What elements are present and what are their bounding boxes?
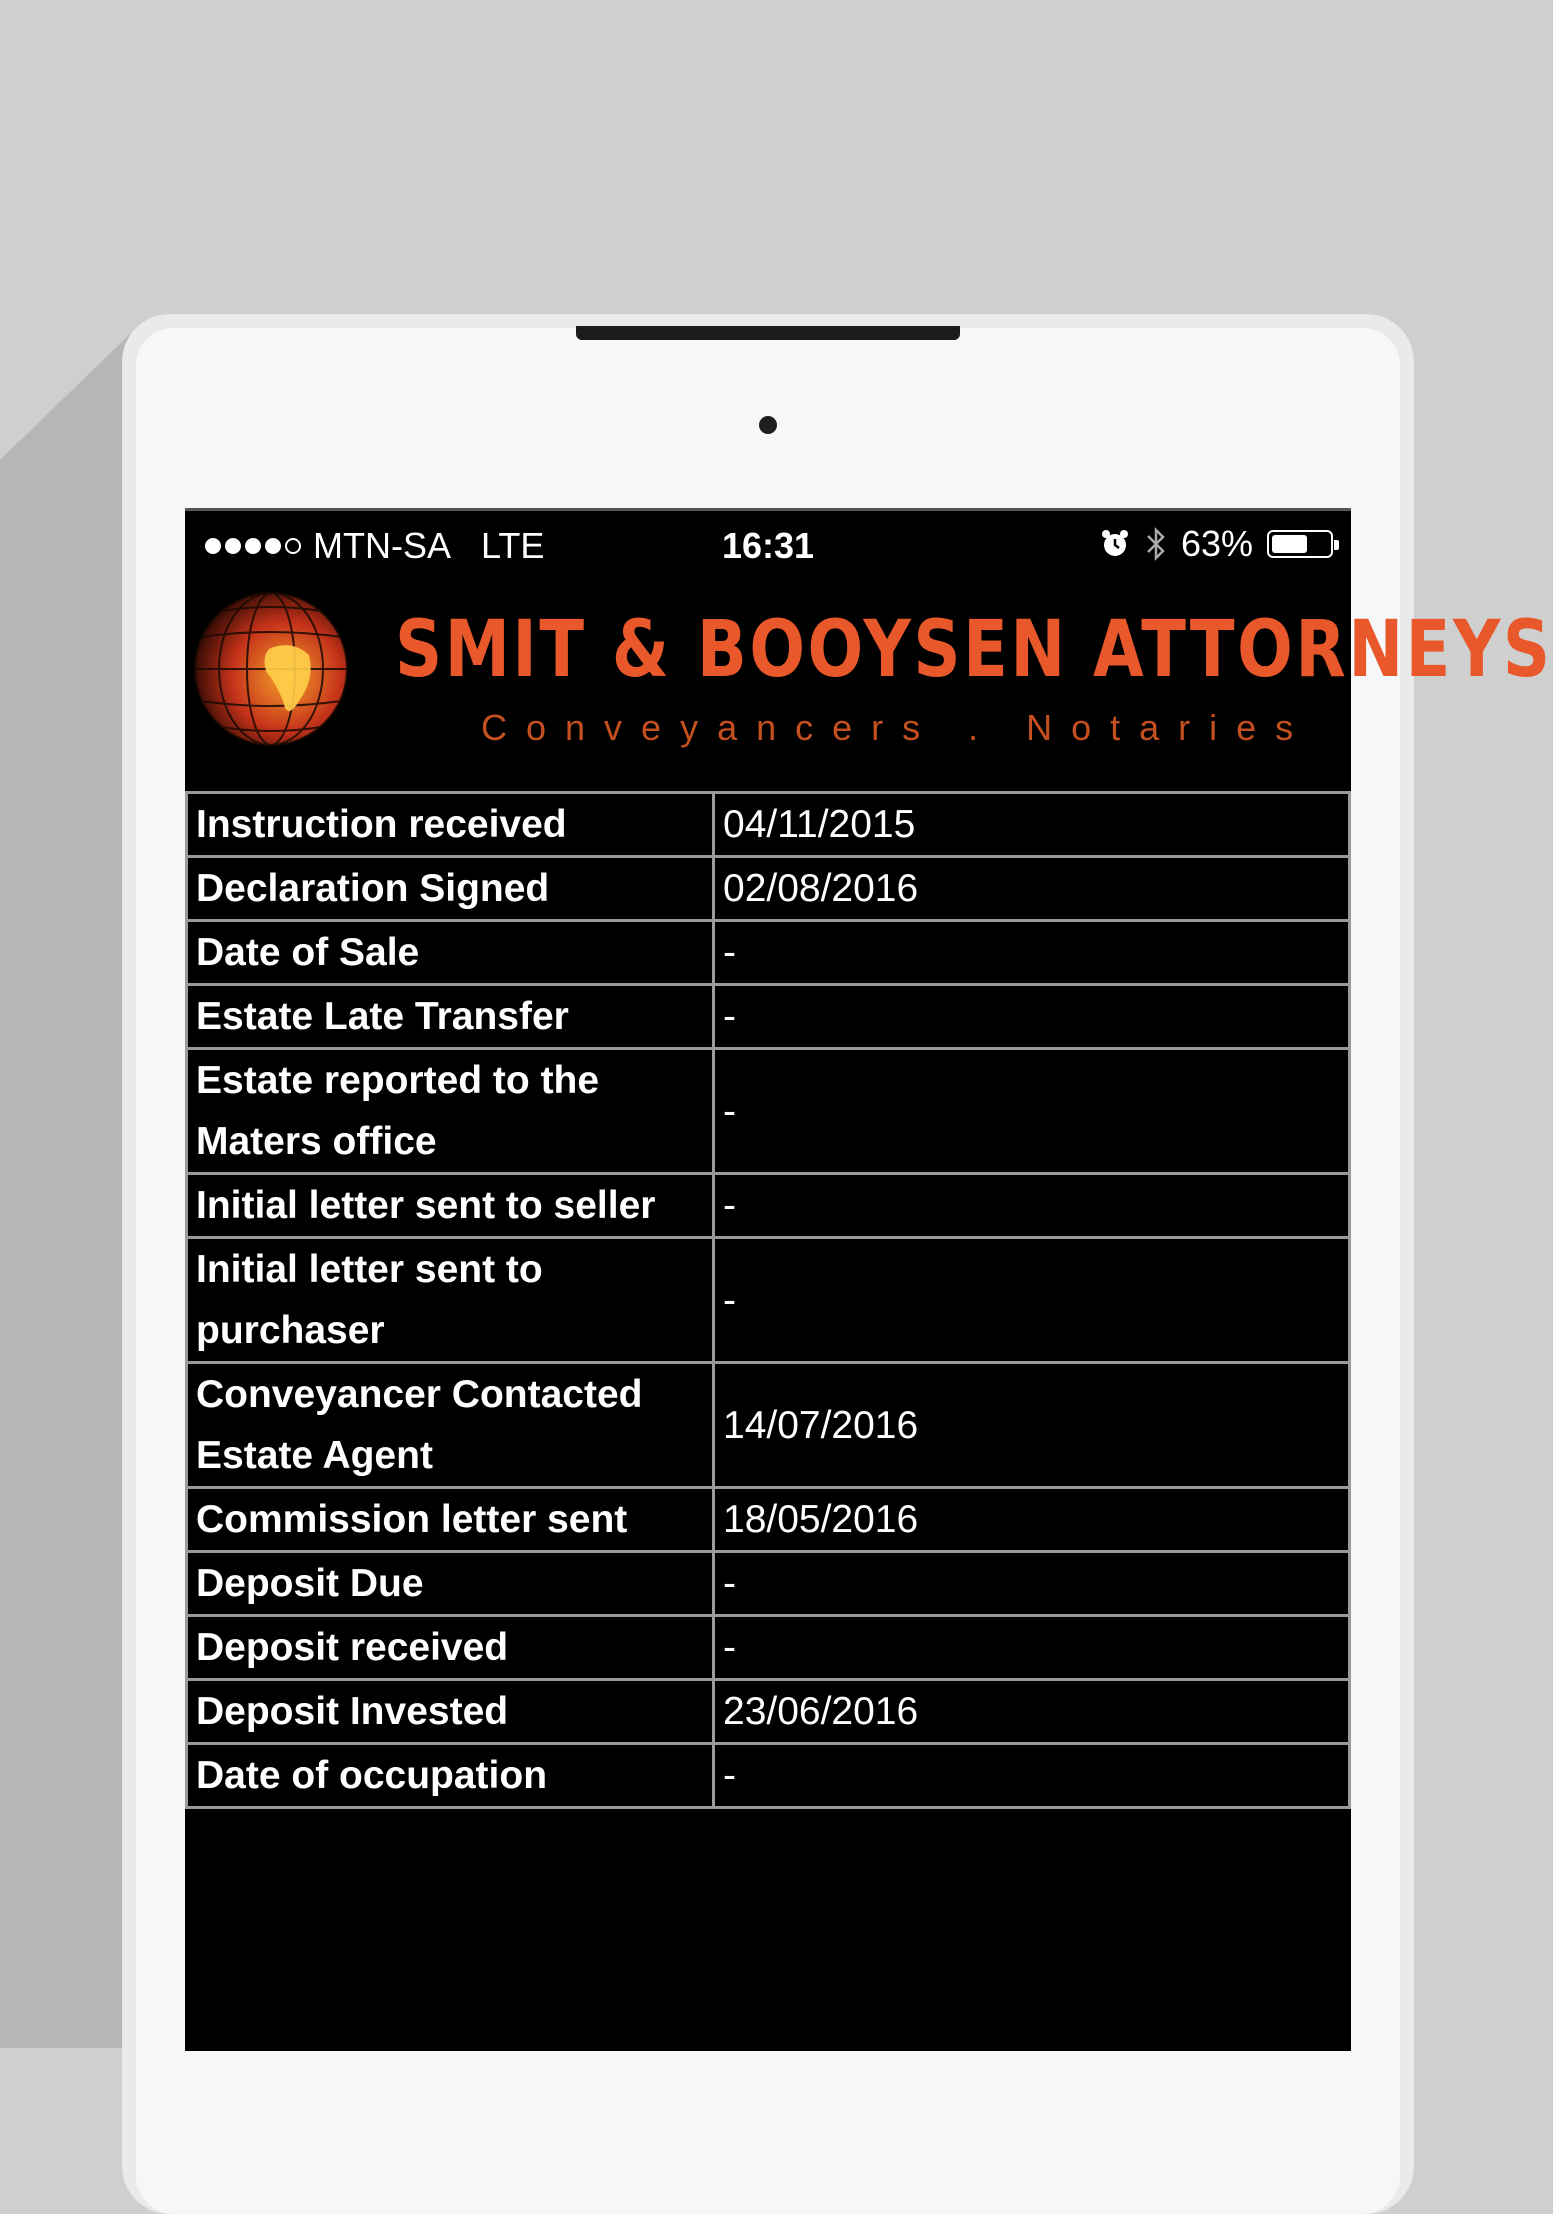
row-value: - — [714, 1174, 1350, 1238]
row-label: Commission letter sent — [187, 1488, 714, 1552]
tablet-top-notch — [576, 326, 960, 340]
table-row — [187, 921, 1350, 985]
carrier-name: MTN-SA — [313, 525, 451, 566]
row-value: 02/08/2016 — [714, 857, 1350, 921]
globe-icon — [191, 589, 351, 749]
bluetooth-icon — [1145, 526, 1167, 562]
row-label: Estate Late Transfer — [187, 985, 714, 1049]
battery-tip — [1334, 540, 1339, 550]
row-label: Deposit received — [187, 1616, 714, 1680]
row-value: - — [714, 985, 1350, 1049]
firm-subtitle: Conveyancers . Notaries — [481, 707, 1313, 748]
alarm-icon — [1099, 528, 1131, 560]
row-label: Date of Sale — [187, 921, 714, 985]
matter-status-table — [185, 791, 1351, 1809]
row-label: Initial letter sent to purchaser — [187, 1238, 714, 1363]
firm-banner — [185, 567, 1553, 799]
table-row — [187, 793, 1350, 857]
row-value: - — [714, 1049, 1350, 1174]
camera-icon — [759, 416, 777, 434]
table-row — [187, 1363, 1350, 1488]
row-value: 14/07/2016 — [714, 1363, 1350, 1488]
table-row — [187, 1744, 1350, 1808]
row-value: - — [714, 921, 1350, 985]
battery-icon — [1267, 530, 1333, 558]
battery-percent: 63% — [1180, 523, 1253, 564]
table-row — [187, 1616, 1350, 1680]
row-label: Date of occupation — [187, 1744, 714, 1808]
table-row — [187, 1680, 1350, 1744]
app-screen — [185, 508, 1553, 2051]
status-right — [1099, 523, 1333, 565]
row-value: 04/11/2015 — [714, 793, 1350, 857]
row-value: - — [714, 1744, 1350, 1808]
row-label: Conveyancer Contacted Estate Agent — [187, 1363, 714, 1488]
row-value: 23/06/2016 — [714, 1680, 1350, 1744]
network-type: LTE — [481, 525, 545, 566]
table-row — [187, 1552, 1350, 1616]
row-label: Instruction received — [187, 793, 714, 857]
row-label: Initial letter sent to seller — [187, 1174, 714, 1238]
table-row — [187, 1049, 1350, 1174]
status-time: 16:31 — [721, 525, 815, 566]
row-value: - — [714, 1552, 1350, 1616]
row-label: Estate reported to the Maters office — [187, 1049, 714, 1174]
row-value: 18/05/2016 — [714, 1488, 1350, 1552]
table-row — [187, 1488, 1350, 1552]
row-label: Deposit Invested — [187, 1680, 714, 1744]
row-value: - — [714, 1616, 1350, 1680]
table-row — [187, 1174, 1350, 1238]
table-row — [187, 1238, 1350, 1363]
table-row — [187, 857, 1350, 921]
firm-title: SMIT & BOOYSEN ATTORNEYS — [395, 605, 1553, 695]
row-label: Declaration Signed — [187, 857, 714, 921]
row-label: Deposit Due — [187, 1552, 714, 1616]
table-row — [187, 985, 1350, 1049]
row-value: - — [714, 1238, 1350, 1363]
status-bar — [185, 511, 1351, 567]
battery-level — [1272, 535, 1307, 553]
